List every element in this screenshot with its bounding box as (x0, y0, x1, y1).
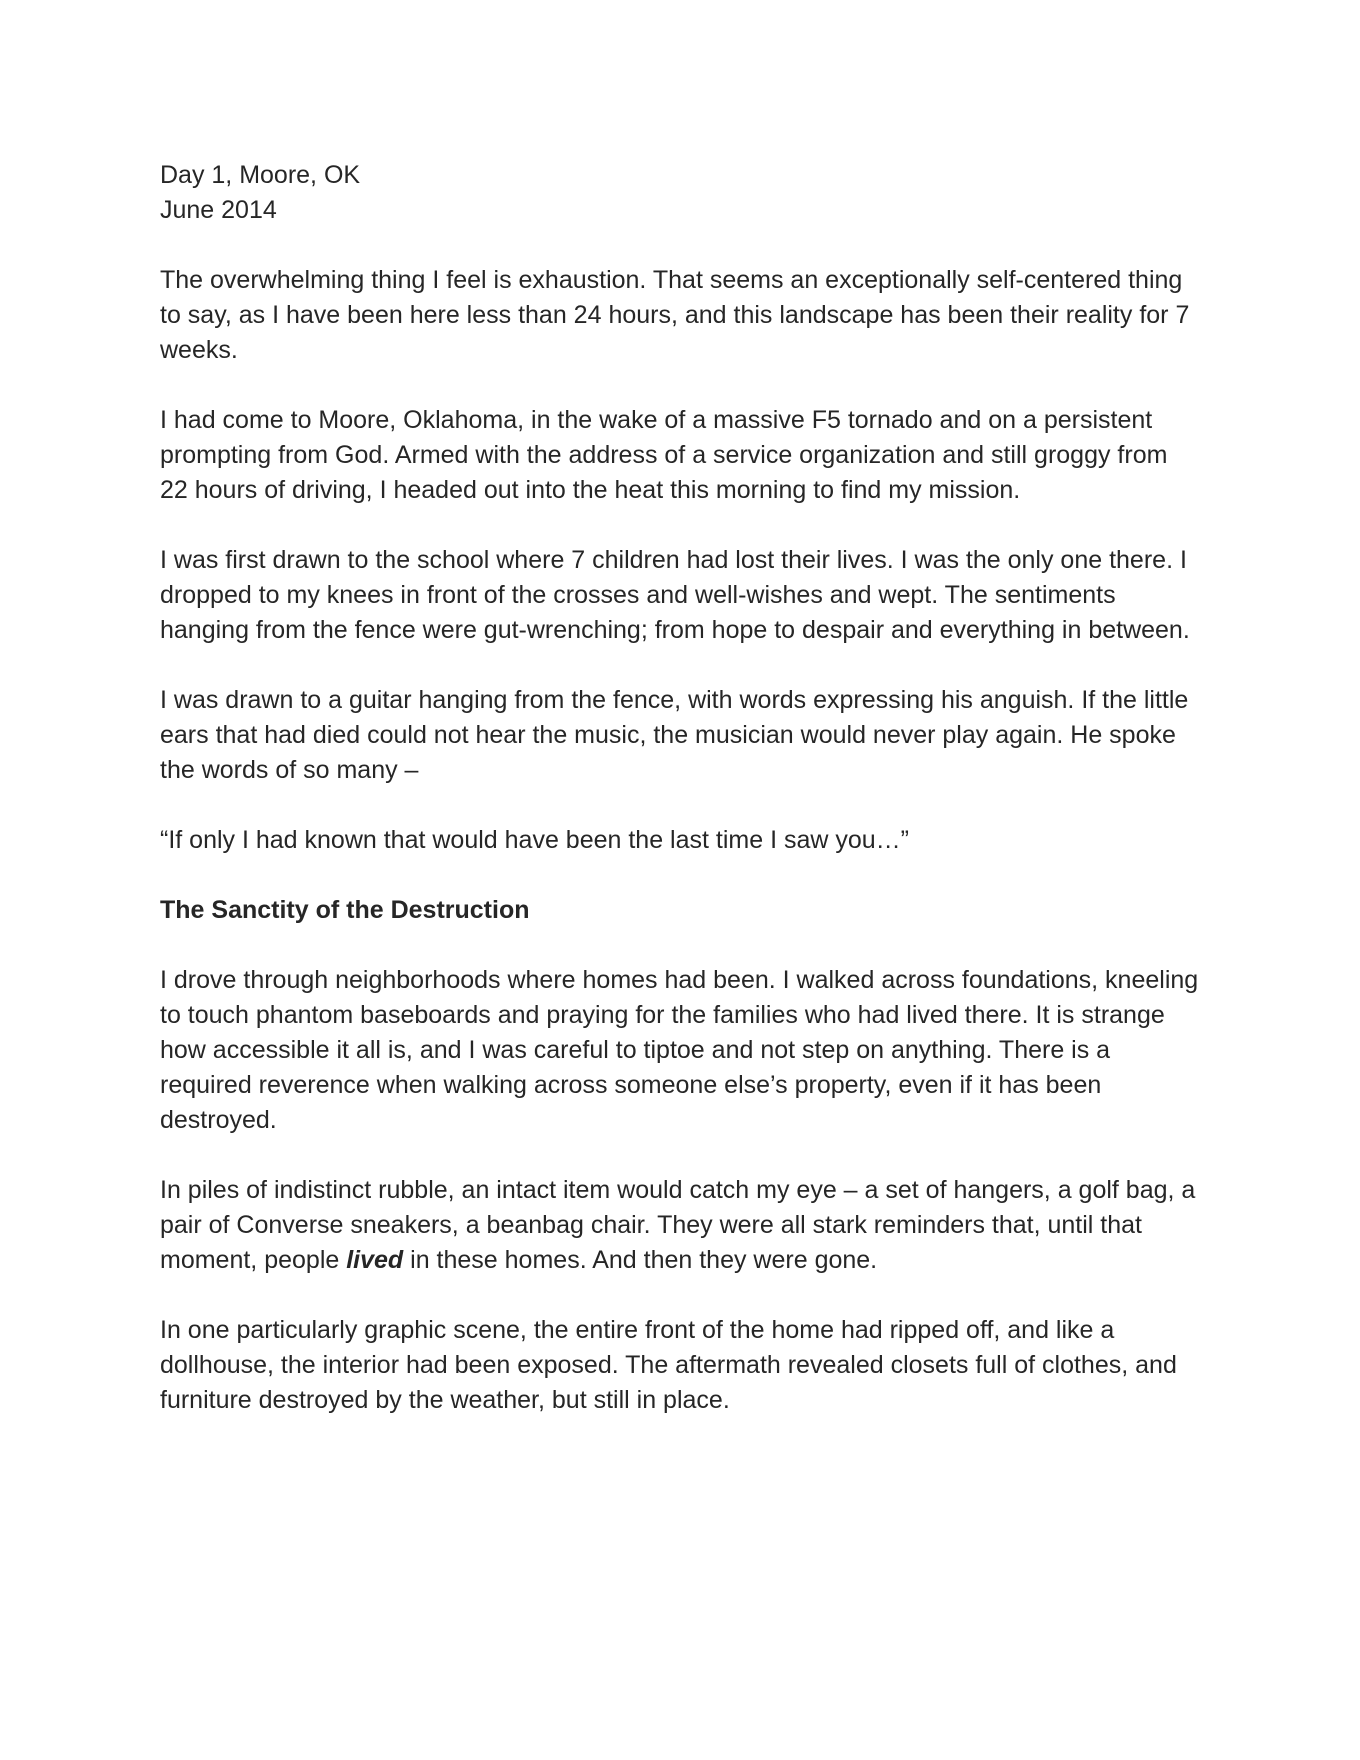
header-location-line: Day 1, Moore, OK (160, 161, 361, 189)
emphasis-lived: lived (346, 1246, 404, 1274)
paragraph-dollhouse: In one particularly graphic scene, the entire front of the home had ripped off, and like a dollhouse, the interior had been exposed. The aftermath revealed closets full of clothes, and furniture destroyed by the weather, but still in place. (160, 1316, 1177, 1414)
section-heading: The Sanctity of the Destruction (160, 896, 530, 924)
header-date-line: June 2014 (160, 196, 277, 224)
paragraph-guitar: I was drawn to a guitar hanging from the fence, with words expressing his anguish. If the little ears that had died could not hear the music, the musician would never play again. He spoke the words of so many – (160, 686, 1189, 784)
document-header (160, 158, 1202, 228)
rubble-text-before: In piles of indistinct rubble, an intact item would catch my eye – a set of hangers, a golf bag, a pair of Converse sneakers, a beanbag chair. They were all stark reminders that, until that moment, people (160, 1176, 1196, 1274)
paragraph-exhaustion: The overwhelming thing I feel is exhaustion. That seems an exceptionally self-centered thing to say, as I have been here less than 24 hours, and this landscape has been their reality for 7 weeks. (160, 266, 1190, 364)
paragraph-rubble (160, 1173, 1202, 1278)
paragraph-quote: “If only I had known that would have been the last time I saw you…” (160, 826, 910, 854)
paragraph-neighborhoods: I drove through neighborhoods where homes had been. I walked across foundations, kneeling to touch phantom baseboards and praying for the families who had lived there. It is strange how accessible it all is, and I was careful to tiptoe and not step on anything. There is a required reverence when walking across someone else’s property, even if it has been destroyed. (160, 966, 1199, 1134)
document-body (160, 158, 1202, 1453)
paragraph-school: I was first drawn to the school where 7 children had lost their lives. I was the only one there. I dropped to my knees in front of the crosses and well-wishes and wept. The sentiments hanging from the fence were gut-wrenching; from hope to despair and everything in between. (160, 546, 1190, 644)
paragraph-arrival: I had come to Moore, Oklahoma, in the wake of a massive F5 tornado and on a persistent prompting from God. Armed with the address of a service organization and still groggy from 22 hours of driving, I headed out into the heat this morning to find my mission. (160, 406, 1168, 504)
rubble-text-after: in these homes. And then they were gone. (403, 1246, 878, 1274)
